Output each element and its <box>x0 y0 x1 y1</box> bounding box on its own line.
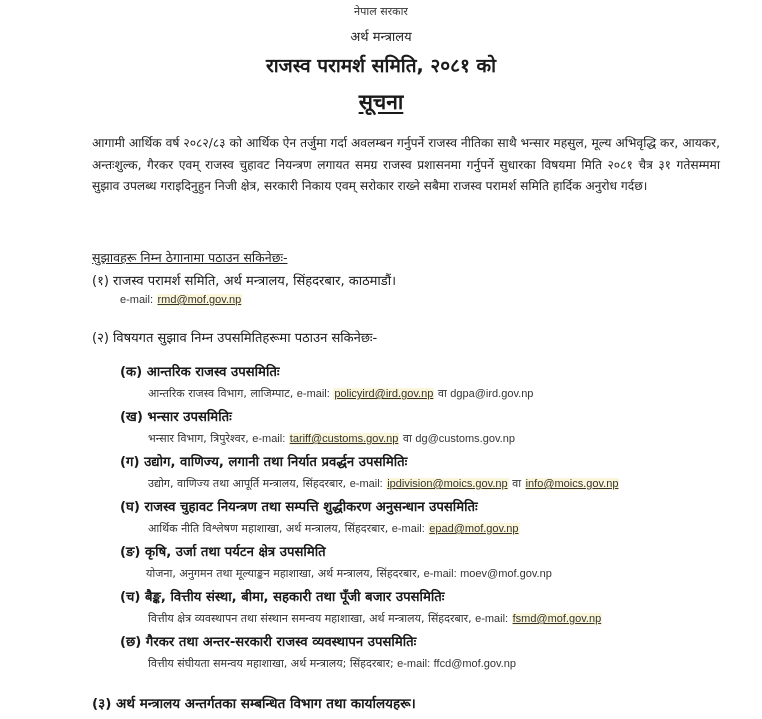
office-name: वित्तीय संघीयता समन्वय महाशाखा, अर्थ मन्त्रालय; सिंहदरबार; <box>148 657 394 670</box>
government-header: नेपाल सरकार <box>354 5 408 18</box>
addresses-heading: सुझावहरू निम्न ठेगानामा पठाउन सकिनेछः- <box>92 250 288 265</box>
subcommittee-title-chha: (छ) गैरकर तथा अन्तर-सरकारी राजस्व व्यवस्थापन उपसमितिः <box>120 635 417 650</box>
office-name: आन्तरिक राजस्व विभाग, लाजिम्पाट, <box>148 387 294 400</box>
email-link-tariff[interactable]: tariff@customs.gov.np <box>289 433 399 445</box>
email-link-ffcd[interactable]: ffcd@mof.gov.np <box>433 658 516 670</box>
email-label: e-mail: <box>475 613 509 625</box>
email-connector: वा <box>402 432 412 445</box>
office-name: आर्थिक नीति विश्लेषण महाशाखा, अर्थ मन्त्रालय, सिंहदरबार, <box>148 522 389 535</box>
address-item-1-email-row <box>120 293 242 306</box>
email-label: e-mail: <box>423 568 457 580</box>
email-link-ipdivision[interactable]: ipdivision@moics.gov.np <box>387 478 508 490</box>
email-label: e-mail: <box>252 433 286 445</box>
email-link-moev[interactable]: moev@mof.gov.np <box>460 568 552 580</box>
subcommittee-detail-cha <box>148 611 602 626</box>
email-link-dgpa[interactable]: dgpa@ird.gov.np <box>450 388 534 400</box>
office-name: वित्तीय क्षेत्र व्यवस्थापन तथा संस्थान समन्वय महाशाखा, अर्थ मन्त्रालय, सिंहदरबार, <box>148 612 472 625</box>
subcommittee-title-ga: (ग) उद्योग, वाणिज्य, लगानी तथा निर्यात प्रवर्द्धन उपसमितिः <box>120 455 408 470</box>
ministry-header: अर्थ मन्त्रालय <box>350 30 412 45</box>
subcommittee-detail-nga <box>146 566 552 581</box>
subcommittee-detail-ka <box>148 386 533 401</box>
email-link-dg-customs[interactable]: dg@customs.gov.np <box>415 433 515 445</box>
address-item-2: (२) विषयगत सुझाव निम्न उपसमितिहरूमा पठाउन सकिनेछः- <box>92 331 378 346</box>
email-label: e-mail: <box>397 658 431 670</box>
email-link-policyird[interactable]: policyird@ird.gov.np <box>334 388 434 400</box>
notice-title: सूचना <box>358 90 404 114</box>
email-label: e-mail: <box>391 523 425 535</box>
subcommittee-title-ka: (क) आन्तरिक राजस्व उपसमितिः <box>120 365 280 380</box>
email-label: e-mail: <box>349 478 383 490</box>
office-name: भन्सार विभाग, त्रिपुरेश्वर, <box>148 432 249 445</box>
notice-title-wrap <box>0 88 762 116</box>
subcommittee-title-nga: (ङ) कृषि, उर्जा तथा पर्यटन क्षेत्र उपसमिति <box>120 545 326 560</box>
email-label: e-mail: <box>296 388 330 400</box>
subcommittee-title-cha: (च) बैङ्क, वित्तीय संस्था, बीमा, सहकारी तथा पूँजी बजार उपसमितिः <box>120 590 445 605</box>
subcommittee-title-kha: (ख) भन्सार उपसमितिः <box>120 410 232 425</box>
email-link-epad[interactable]: epad@mof.gov.np <box>429 523 519 535</box>
subcommittee-detail-chha <box>148 656 516 671</box>
main-paragraph: आगामी आर्थिक वर्ष २०८२/८३ को आर्थिक ऐन तर्जुमा गर्दा अवलम्बन गर्नुपर्ने राजस्व नीतिका साथै भन्सार महसुल, मूल्य अभिवृद्धि कर, आयकर, अन्तःशुल्क, गैरकर एवम् राजस्व चुहावट नियन्त्रण लगायत समग्र राजस्व प्रशासनमा गर्नुपर्ने सुधारका विषयमा मिति २०८१ चैत्र ३१ गतेसम्ममा सुझाव उपलब्ध गराइदिनुहुन निजी क्षेत्र, सरकारी निकाय एवम् सरोकार राख्ने सबैमा राजस्व परामर्श समिति हार्दिक अनुरोध गर्दछ। <box>92 136 720 193</box>
subcommittee-detail-kha <box>148 431 515 446</box>
email-link-info-moics[interactable]: info@moics.gov.np <box>525 478 619 490</box>
committee-title: राजस्व परामर्श समिति, २०८१ को <box>265 55 497 77</box>
office-name: उद्योग, वाणिज्य तथा आपूर्ति मन्त्रालय, सिंहदरबार, <box>148 477 347 490</box>
email-connector: वा <box>512 477 522 490</box>
office-name: योजना, अनुगमन तथा मूल्याङ्कन महाशाखा, अर्थ मन्त्रालय, सिंहदरबार, <box>146 567 421 580</box>
subcommittee-title-gha: (घ) राजस्व चुहावट नियन्त्रण तथा सम्पत्ति शुद्धीकरण अनुसन्धान उपसमितिः <box>120 500 478 515</box>
email-connector: वा <box>437 387 447 400</box>
subcommittee-detail-gha <box>148 521 520 536</box>
email-link-rmd[interactable]: rmd@mof.gov.np <box>157 294 242 306</box>
subcommittee-detail-ga <box>148 476 619 491</box>
address-item-3: (३) अर्थ मन्त्रालय अन्तर्गतका सम्बन्धित विभाग तथा कार्यालयहरू। <box>92 696 416 712</box>
address-item-1: (१) राजस्व परामर्श समिति, अर्थ मन्त्रालय, सिंहदरबार, काठमाडौं। <box>92 274 397 289</box>
email-link-fsmd[interactable]: fsmd@mof.gov.np <box>512 613 602 625</box>
email-label: e-mail: <box>120 294 154 306</box>
